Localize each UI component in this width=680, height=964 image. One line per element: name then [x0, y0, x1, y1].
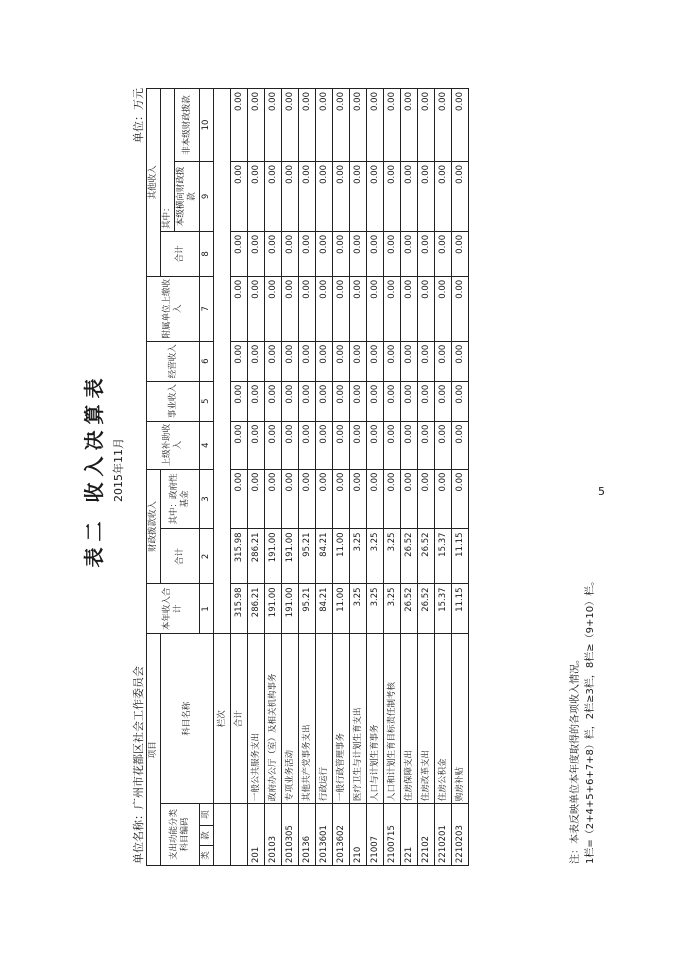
total-value: 0.00 — [231, 469, 248, 529]
row-value: 0.00 — [316, 341, 333, 381]
header-other-nonlocal: 非本级财政拨款 — [175, 89, 200, 162]
row-value: 0.00 — [435, 381, 452, 421]
table-row — [350, 89, 367, 866]
row-value: 191.00 — [282, 584, 299, 634]
page-number: 5 — [598, 485, 605, 498]
row-value: 0.00 — [452, 421, 469, 469]
row-code: 20103 — [265, 804, 282, 866]
row-value: 3.25 — [367, 529, 384, 584]
row-value: 0.00 — [384, 89, 401, 162]
row-code: 2010305 — [282, 804, 299, 866]
row-code: 221 — [401, 804, 418, 866]
row-value: 0.00 — [350, 421, 367, 469]
row-value: 0.00 — [367, 381, 384, 421]
total-row — [231, 89, 248, 866]
row-value: 0.00 — [401, 276, 418, 341]
row-value: 0.00 — [350, 89, 367, 162]
row-value: 0.00 — [333, 469, 350, 529]
row-value: 0.00 — [367, 161, 384, 231]
row-value: 191.00 — [265, 529, 282, 584]
row-value: 0.00 — [418, 276, 435, 341]
row-value: 0.00 — [299, 89, 316, 162]
row-value: 0.00 — [401, 469, 418, 529]
row-value: 0.00 — [316, 276, 333, 341]
row-value: 0.00 — [367, 469, 384, 529]
row-value: 0.00 — [299, 161, 316, 231]
row-value: 0.00 — [316, 231, 333, 276]
row-value: 0.00 — [367, 231, 384, 276]
row-value: 0.00 — [367, 421, 384, 469]
header-fiscal: 财政拨款收入 — [147, 469, 161, 584]
row-value: 95.21 — [299, 529, 316, 584]
row-value: 0.00 — [265, 231, 282, 276]
column-label-spacer — [214, 89, 231, 634]
row-value: 0.00 — [350, 276, 367, 341]
row-value: 0.00 — [248, 89, 265, 162]
row-subject-name: 专项业务活动 — [282, 634, 299, 804]
note-line: 注：本表反映单位本年度取得的各项收入情况。 — [570, 654, 581, 864]
header-kuan: 款 — [200, 826, 214, 846]
table-row — [333, 89, 350, 866]
header-col-7: 7 — [200, 276, 214, 341]
row-value: 0.00 — [350, 231, 367, 276]
row-code: 2100715 — [384, 804, 401, 866]
row-value: 0.00 — [333, 161, 350, 231]
row-value: 0.00 — [384, 341, 401, 381]
row-subject-name: 人口和计划生育目标责任制考核 — [384, 634, 401, 804]
row-subject-name: 行政运行 — [316, 634, 333, 804]
row-value: 0.00 — [248, 161, 265, 231]
row-value: 3.25 — [350, 529, 367, 584]
row-value: 11.15 — [452, 584, 469, 634]
row-value: 0.00 — [265, 469, 282, 529]
header-col-1: 1 — [200, 584, 214, 634]
header-other: 其他收入 — [147, 89, 161, 277]
column-label: 栏次 — [214, 634, 231, 804]
row-value: 0.00 — [435, 341, 452, 381]
total-value: 315.98 — [231, 529, 248, 584]
header-col-8: 8 — [200, 231, 214, 276]
column-label-cell — [214, 804, 231, 866]
header-business: 事业收入 — [147, 381, 200, 421]
row-code: 201 — [248, 804, 265, 866]
row-value: 0.00 — [367, 89, 384, 162]
header-total-income: 本年收入合计 — [147, 584, 200, 634]
row-subject-name: 一般公共服务支出 — [248, 634, 265, 804]
row-value: 95.21 — [299, 584, 316, 634]
row-value: 0.00 — [435, 161, 452, 231]
row-value: 0.00 — [401, 89, 418, 162]
row-value: 0.00 — [350, 341, 367, 381]
row-code: 2013601 — [316, 804, 333, 866]
currency-unit: 单位：万元 — [132, 88, 145, 143]
row-value: 0.00 — [282, 421, 299, 469]
total-value: 0.00 — [231, 421, 248, 469]
row-value: 0.00 — [299, 381, 316, 421]
row-value: 0.00 — [401, 231, 418, 276]
row-value: 0.00 — [299, 421, 316, 469]
row-value: 191.00 — [282, 529, 299, 584]
row-value: 0.00 — [333, 89, 350, 162]
row-value: 0.00 — [265, 421, 282, 469]
row-subject-name: 住房公积金 — [435, 634, 452, 804]
row-value: 26.52 — [401, 529, 418, 584]
total-code — [231, 804, 248, 866]
table-row — [316, 89, 333, 866]
row-code: 210 — [350, 804, 367, 866]
row-subject-name: 住房改革支出 — [418, 634, 435, 804]
row-value: 0.00 — [316, 421, 333, 469]
row-value: 0.00 — [265, 381, 282, 421]
row-value: 0.00 — [452, 276, 469, 341]
row-value: 0.00 — [316, 161, 333, 231]
row-value: 0.00 — [418, 381, 435, 421]
row-subject-name: 购房补贴 — [452, 634, 469, 804]
row-value: 0.00 — [265, 89, 282, 162]
row-value: 0.00 — [248, 341, 265, 381]
row-value: 0.00 — [248, 231, 265, 276]
report-date: 2015年11月 — [112, 438, 125, 502]
row-value: 0.00 — [435, 276, 452, 341]
total-value: 0.00 — [231, 231, 248, 276]
row-value: 0.00 — [282, 341, 299, 381]
row-value: 0.00 — [418, 341, 435, 381]
row-subject-name: 医疗卫生与计划生育支出 — [350, 634, 367, 804]
header-fiscal-gov: 其中：政府性基金 — [161, 469, 200, 529]
row-value: 0.00 — [452, 161, 469, 231]
row-value: 0.00 — [367, 276, 384, 341]
row-value: 3.25 — [367, 584, 384, 634]
note-line: 1栏=（2+4+5+6+7+8）栏，2栏≥3栏，8栏≥（9+10）栏。 — [585, 575, 596, 864]
row-value: 0.00 — [265, 161, 282, 231]
row-value: 0.00 — [299, 469, 316, 529]
row-value: 286.21 — [248, 584, 265, 634]
header-other-horizontal: 本级横向财政拨款 — [175, 161, 200, 231]
table-row — [367, 89, 384, 866]
header-xiang: 项 — [200, 804, 214, 826]
total-value: 0.00 — [231, 341, 248, 381]
header-col-9: 9 — [200, 161, 214, 231]
row-value: 0.00 — [248, 421, 265, 469]
row-value: 0.00 — [401, 161, 418, 231]
row-value: 0.00 — [265, 276, 282, 341]
header-upper-subsidy: 上级补助收入 — [147, 421, 200, 469]
row-value: 84.21 — [316, 584, 333, 634]
page-title: 表二 收入决算表 — [82, 372, 106, 568]
row-value: 0.00 — [452, 231, 469, 276]
row-value: 0.00 — [248, 276, 265, 341]
row-value: 0.00 — [401, 381, 418, 421]
table-row — [265, 89, 282, 866]
row-value: 0.00 — [333, 381, 350, 421]
row-value: 0.00 — [401, 421, 418, 469]
row-value: 15.37 — [435, 584, 452, 634]
row-value: 0.00 — [435, 421, 452, 469]
header-lei: 类 — [200, 846, 214, 866]
row-value: 286.21 — [248, 529, 265, 584]
table-row — [299, 89, 316, 866]
row-value: 0.00 — [384, 161, 401, 231]
header-col-10: 10 — [200, 89, 214, 162]
row-subject-name: 政府办公厅（室）及相关机构事务 — [265, 634, 282, 804]
header-col-5: 5 — [200, 381, 214, 421]
row-value: 0.00 — [435, 469, 452, 529]
row-value: 0.00 — [418, 421, 435, 469]
row-subject-name: 住房保障支出 — [401, 634, 418, 804]
row-value: 0.00 — [418, 161, 435, 231]
row-value: 0.00 — [350, 381, 367, 421]
row-code: 21007 — [367, 804, 384, 866]
header-fiscal-total: 合计 — [161, 529, 200, 584]
total-value: 0.00 — [231, 276, 248, 341]
row-value: 0.00 — [299, 276, 316, 341]
row-value: 0.00 — [350, 161, 367, 231]
row-subject-name: 人口与计划生育事务 — [367, 634, 384, 804]
row-value: 3.25 — [384, 529, 401, 584]
header-col-3: 3 — [200, 469, 214, 529]
row-value: 0.00 — [367, 341, 384, 381]
row-value: 0.00 — [282, 89, 299, 162]
table-row — [435, 89, 452, 866]
row-value: 15.37 — [435, 529, 452, 584]
row-value: 26.52 — [418, 584, 435, 634]
row-value: 11.00 — [333, 529, 350, 584]
row-subject-name: 其他共产党事务支出 — [299, 634, 316, 804]
header-subject-name: 科目名称 — [161, 634, 214, 804]
row-value: 0.00 — [452, 381, 469, 421]
header-project: 项目 — [147, 634, 161, 866]
row-value: 0.00 — [316, 469, 333, 529]
header-affiliate: 附属单位上缴收入 — [147, 276, 200, 341]
row-value: 0.00 — [248, 381, 265, 421]
row-value: 0.00 — [333, 276, 350, 341]
row-value: 0.00 — [282, 276, 299, 341]
row-value: 84.21 — [316, 529, 333, 584]
header-other-total: 合计 — [161, 231, 200, 276]
table-row — [452, 89, 469, 866]
total-value: 0.00 — [231, 89, 248, 162]
row-value: 0.00 — [265, 341, 282, 381]
total-value: 315.98 — [231, 584, 248, 634]
header-operating: 经营收入 — [147, 341, 200, 381]
row-subject-name: 一般行政管理事务 — [333, 634, 350, 804]
row-value: 0.00 — [384, 231, 401, 276]
table-row — [248, 89, 265, 866]
notes — [568, 576, 598, 864]
row-value: 26.52 — [401, 584, 418, 634]
row-value: 0.00 — [282, 161, 299, 231]
table-row — [282, 89, 299, 866]
row-code: 2013602 — [333, 804, 350, 866]
row-value: 0.00 — [418, 469, 435, 529]
row-value: 3.25 — [350, 584, 367, 634]
table-body — [248, 89, 469, 866]
row-value: 191.00 — [265, 584, 282, 634]
header-func-code: 支出功能分类科目编码 — [161, 804, 200, 866]
row-value: 0.00 — [384, 469, 401, 529]
header-col-2: 2 — [200, 529, 214, 584]
row-value: 0.00 — [418, 89, 435, 162]
row-value: 0.00 — [435, 231, 452, 276]
total-label: 合计 — [231, 634, 248, 804]
header-other-of: 其中： — [161, 89, 175, 232]
row-value: 0.00 — [435, 89, 452, 162]
row-value: 0.00 — [333, 231, 350, 276]
row-value: 26.52 — [418, 529, 435, 584]
row-value: 11.00 — [333, 584, 350, 634]
row-value: 0.00 — [282, 381, 299, 421]
row-value: 0.00 — [248, 469, 265, 529]
row-value: 0.00 — [299, 341, 316, 381]
row-value: 0.00 — [316, 89, 333, 162]
row-value: 0.00 — [333, 421, 350, 469]
header-col-4: 4 — [200, 421, 214, 469]
row-value: 0.00 — [384, 381, 401, 421]
total-value: 0.00 — [231, 381, 248, 421]
table-row — [384, 89, 401, 866]
rotated-document — [60, 70, 620, 870]
row-code: 20136 — [299, 804, 316, 866]
unit-name: 单位名称：广州市花都区社会工作委员会 — [132, 666, 145, 864]
table-row — [401, 89, 418, 866]
row-code: 22102 — [418, 804, 435, 866]
row-value: 0.00 — [299, 231, 316, 276]
table-row — [418, 89, 435, 866]
row-value: 0.00 — [384, 421, 401, 469]
row-value: 0.00 — [384, 276, 401, 341]
row-value: 0.00 — [401, 341, 418, 381]
income-table — [146, 88, 469, 866]
row-code: 2210201 — [435, 804, 452, 866]
row-code: 2210203 — [452, 804, 469, 866]
row-value: 0.00 — [316, 381, 333, 421]
row-value: 0.00 — [282, 469, 299, 529]
row-value: 0.00 — [333, 341, 350, 381]
row-value: 0.00 — [452, 89, 469, 162]
row-value: 0.00 — [452, 341, 469, 381]
header-col-6: 6 — [200, 341, 214, 381]
row-value: 0.00 — [350, 469, 367, 529]
row-value: 3.25 — [384, 584, 401, 634]
row-value: 11.15 — [452, 529, 469, 584]
row-value: 0.00 — [452, 469, 469, 529]
row-value: 0.00 — [418, 231, 435, 276]
total-value: 0.00 — [231, 161, 248, 231]
row-value: 0.00 — [282, 231, 299, 276]
